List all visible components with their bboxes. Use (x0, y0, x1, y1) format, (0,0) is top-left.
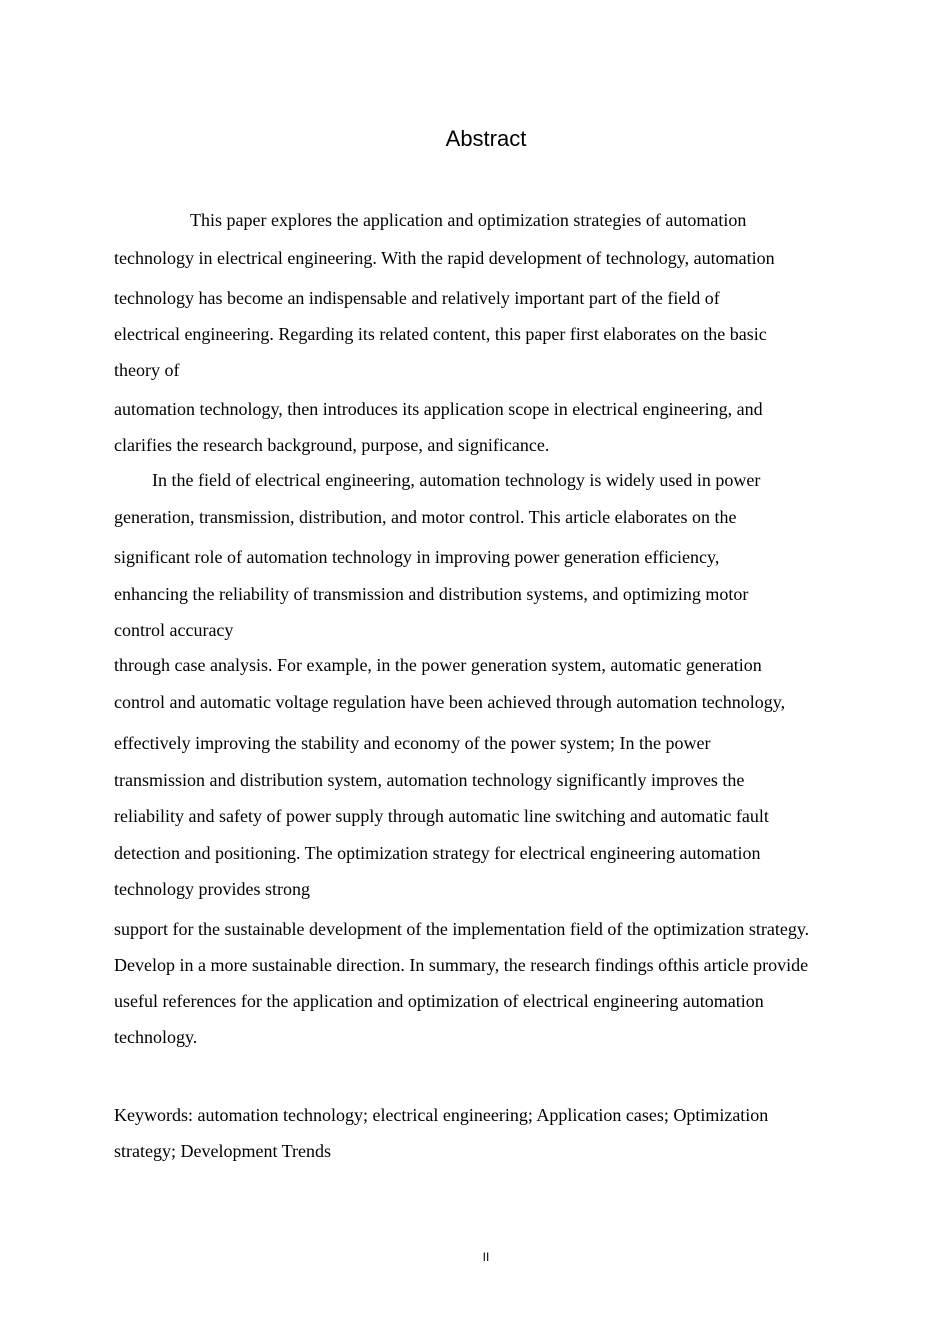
abstract-line: enhancing the reliability of transmission and distribution systems, and optimizing motor (114, 584, 749, 604)
abstract-title: Abstract (445, 126, 527, 151)
abstract-line: In the field of electrical engineering, automation technology is widely used in power (152, 470, 761, 490)
abstract-line: significant role of automation technology in improving power generation efficiency, (114, 547, 720, 567)
abstract-line: detection and positioning. The optimization strategy for electrical engineering automation (114, 843, 761, 863)
abstract-line: technology provides strong (114, 879, 310, 899)
page-number: II (482, 1250, 490, 1264)
abstract-line: reliability and safety of power supply through automatic line switching and automatic fault (114, 806, 769, 826)
abstract-line: technology in electrical engineering. With the rapid development of technology, automation (114, 248, 775, 268)
abstract-line: support for the sustainable development of the implementation field of the optimization strategy. (114, 919, 810, 939)
keywords-line: strategy; Development Trends (114, 1141, 331, 1161)
abstract-line: effectively improving the stability and economy of the power system; In the power (114, 733, 711, 753)
abstract-line: electrical engineering. Regarding its related content, this paper first elaborates on the basic (114, 324, 767, 344)
abstract-line: theory of (114, 360, 180, 380)
abstract-line: clarifies the research background, purpose, and significance. (114, 435, 550, 455)
abstract-line: generation, transmission, distribution, and motor control. This article elaborates on the (114, 507, 737, 527)
abstract-line: control and automatic voltage regulation have been achieved through automation technology, (114, 692, 786, 712)
abstract-line: useful references for the application and optimization of electrical engineering automation (114, 991, 764, 1011)
abstract-line: This paper explores the application and optimization strategies of automation (190, 210, 747, 230)
keywords-line: Keywords: automation technology; electrical engineering; Application cases; Optimization (114, 1105, 769, 1125)
abstract-line: control accuracy (114, 620, 234, 640)
abstract-line: automation technology, then introduces its application scope in electrical engineering, and (114, 399, 763, 419)
abstract-line: Develop in a more sustainable direction. In summary, the research findings ofthis article provide (114, 955, 809, 975)
abstract-line: technology has become an indispensable and relatively important part of the field of (114, 288, 720, 308)
abstract-line: transmission and distribution system, automation technology significantly improves the (114, 770, 745, 790)
abstract-line: through case analysis. For example, in the power generation system, automatic generation (114, 655, 762, 675)
abstract-line: technology. (114, 1027, 198, 1047)
